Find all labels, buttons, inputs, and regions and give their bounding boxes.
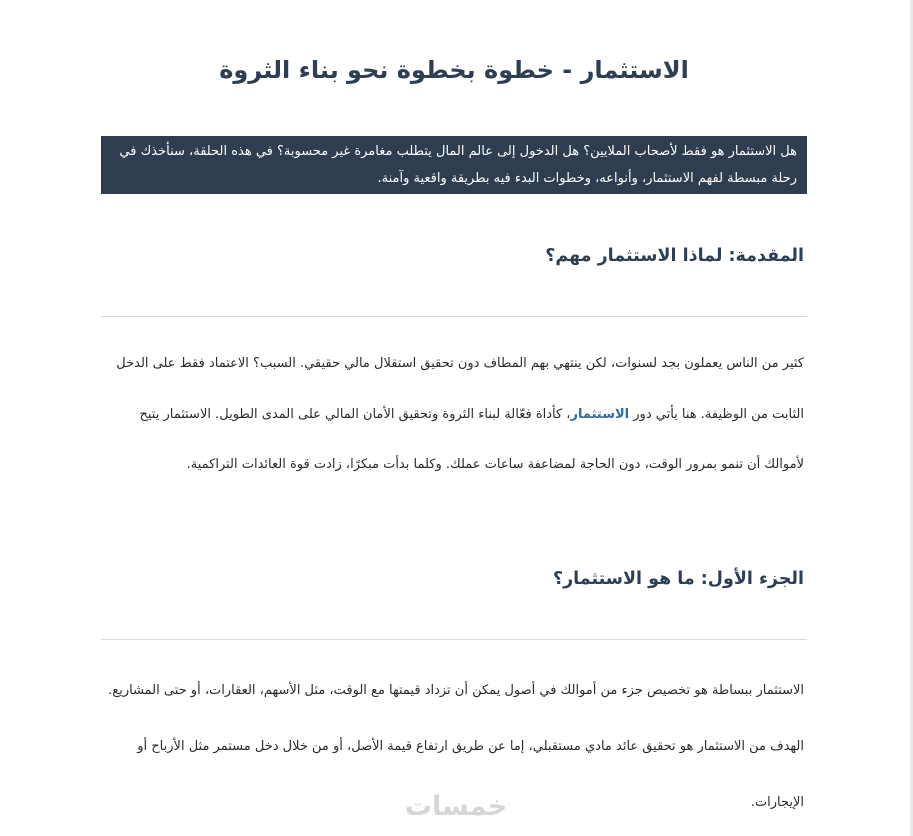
highlighted-term: الاستثمار — [570, 406, 630, 422]
introduction-text-end: ، كأداة فعّالة لبناء الثروة وتحقيق الأمان المالي على المدى الطويل. الاستثمار يتيح لأموالك أن تنمو بمرور الوقت، دون الحاجة لمضاعفة ساعات عملك. وكلما بدأت مبكرًا، زادت قوة العائدات التراكمية. — [139, 406, 804, 472]
section-heading-part-one: الجزء الأول: ما هو الاستثمار؟ — [552, 568, 804, 589]
intro-text: هل الاستثمار هو فقط لأصحاب الملايين؟ هل الدخول إلى عالم المال يتطلب مغامرة غير محسوبة؟ في هذه الحلقة، سنأخذك في رحلة مبسطة لفهم الاستثمار، وأنواعه، وخطوات البدء فيه بطريقة واقعية وآمنة. — [119, 144, 797, 186]
article — [101, 0, 807, 831]
introduction-paragraph — [101, 339, 807, 491]
intro-box — [101, 136, 807, 194]
section-divider — [101, 316, 807, 317]
section-divider — [101, 639, 807, 640]
section-heading-introduction: المقدمة: لماذا الاستثمار مهم؟ — [545, 246, 804, 266]
page-title: الاستثمار - خطوة بخطوة نحو بناء الثروة — [219, 56, 689, 84]
part-one-paragraph: الاستثمار ببساطة هو تخصيص جزء من أموالك في أصول يمكن أن تزداد قيمتها مع الوقت، مثل الأسهم، العقارات، أو حتى المشاريع. الهدف من الاستثمار هو تحقيق عائد مادي مستقبلي، إما عن طريق ارتفاع قيمة الأصل، أو من خلال دخل مستمر مثل الأرباح أو الإيجارات. — [108, 682, 804, 810]
watermark-logo: خمسات — [404, 791, 508, 822]
introduction-text-start: كثير من الناس يعملون بجد لسنوات، لكن ينتهي بهم المطاف دون تحقيق استقلال مالي حقيقي. السبب؟ الاعتماد فقط على الدخل الثابت من الوظيفة. هنا يأتي دور — [116, 356, 804, 422]
